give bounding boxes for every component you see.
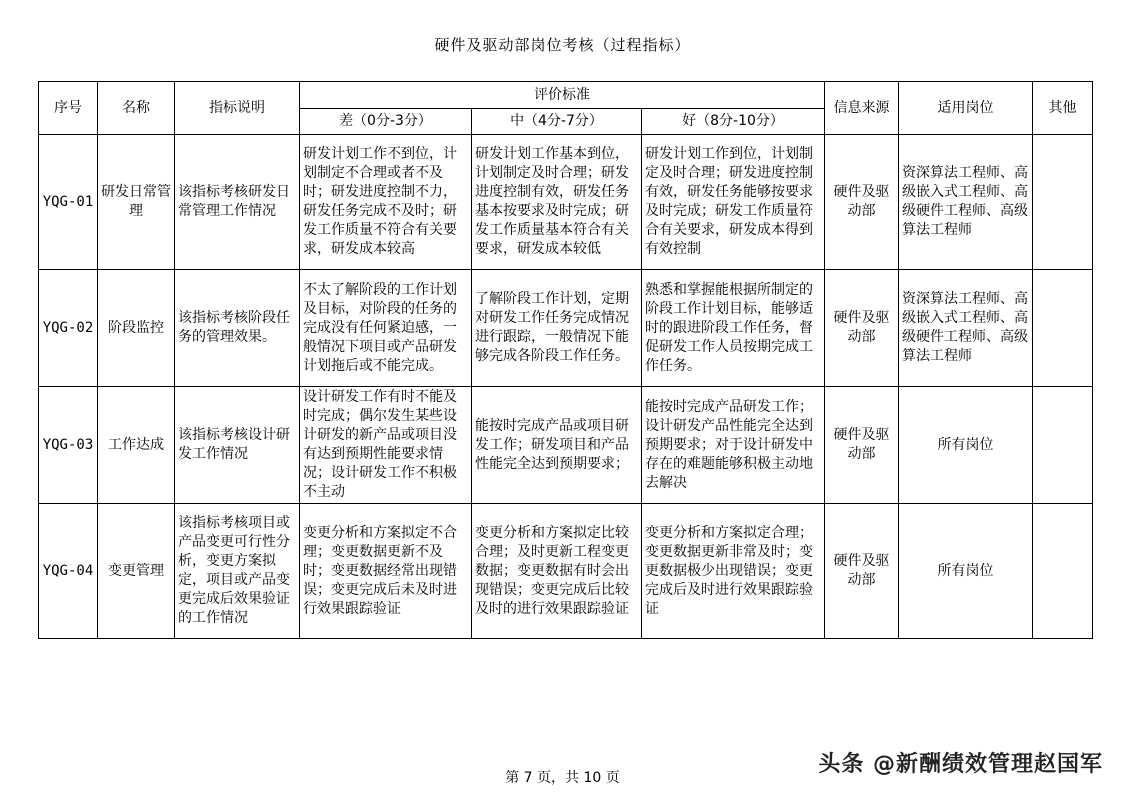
row-code: YQG-03 bbox=[39, 387, 98, 504]
table-row bbox=[39, 270, 1093, 387]
row-other bbox=[1033, 387, 1093, 504]
header-name: 名称 bbox=[98, 82, 175, 135]
row-source: 硬件及驱动部 bbox=[825, 387, 899, 504]
row-poor: 设计研发工作有时不能及时完成；偶尔发生某些设计研发的新产品或项目没有达到预期性能要求情况；设计研发工作不积极不主动 bbox=[300, 387, 472, 504]
header-good: 好（8分-10分） bbox=[642, 109, 825, 135]
row-name: 研发日常管理 bbox=[98, 135, 175, 270]
row-description: 该指标考核研发日常管理工作情况 bbox=[175, 135, 300, 270]
row-name: 变更管理 bbox=[98, 504, 175, 639]
header-criteria: 评价标准 bbox=[300, 82, 825, 109]
row-medium: 了解阶段工作计划，定期对研发工作任务完成情况进行跟踪，一般情况下能够完成各阶段工作任务。 bbox=[472, 270, 642, 387]
row-source: 硬件及驱动部 bbox=[825, 135, 899, 270]
row-other bbox=[1033, 270, 1093, 387]
row-good: 能按时完成产品研发工作；设计研发产品性能完全达到预期要求；对于设计研发中存在的难题能够积极主动地去解决 bbox=[642, 387, 825, 504]
row-positions: 所有岗位 bbox=[899, 387, 1033, 504]
row-code: YQG-04 bbox=[39, 504, 98, 639]
table-row bbox=[39, 387, 1093, 504]
row-description: 该指标考核设计研发工作情况 bbox=[175, 387, 300, 504]
table-row bbox=[39, 135, 1093, 270]
row-good: 变更分析和方案拟定合理；变更数据更新非常及时；变更数据极少出现错误；变更完成后及时进行效果跟踪验证 bbox=[642, 504, 825, 639]
header-other: 其他 bbox=[1033, 82, 1093, 135]
row-medium: 能按时完成产品或项目研发工作；研发项目和产品性能完全达到预期要求； bbox=[472, 387, 642, 504]
row-other bbox=[1033, 504, 1093, 639]
header-source: 信息来源 bbox=[825, 82, 899, 135]
row-source: 硬件及驱动部 bbox=[825, 504, 899, 639]
row-code: YQG-01 bbox=[39, 135, 98, 270]
table-row bbox=[39, 504, 1093, 639]
row-code: YQG-02 bbox=[39, 270, 98, 387]
row-positions: 所有岗位 bbox=[899, 504, 1033, 639]
row-name: 阶段监控 bbox=[98, 270, 175, 387]
row-description: 该指标考核项目或产品变更可行性分析，变更方案拟定，项目或产品变更完成后效果验证的工作情况 bbox=[175, 504, 300, 639]
row-good: 研发计划工作到位，计划制定及时合理；研发进度控制有效，研发任务能够按要求及时完成；研发工作质量符合有关要求，研发成本得到有效控制 bbox=[642, 135, 825, 270]
kpi-table bbox=[38, 81, 1093, 639]
row-positions: 资深算法工程师、高级嵌入式工程师、高级硬件工程师、高级算法工程师 bbox=[899, 135, 1033, 270]
document-title: 硬件及驱动部岗位考核（过程指标） bbox=[434, 36, 691, 54]
row-description: 该指标考核阶段任务的管理效果。 bbox=[175, 270, 300, 387]
row-positions: 资深算法工程师、高级嵌入式工程师、高级硬件工程师、高级算法工程师 bbox=[899, 270, 1033, 387]
page-number: 第 7 页，共 10 页 bbox=[505, 770, 620, 786]
header-positions: 适用岗位 bbox=[899, 82, 1033, 135]
header-medium: 中（4分-7分） bbox=[472, 109, 642, 135]
row-medium: 变更分析和方案拟定比较合理；及时更新工程变更数据；变更数据有时会出现错误；变更完成后比较及时的进行效果跟踪验证 bbox=[472, 504, 642, 639]
row-good: 熟悉和掌握能根据所制定的阶段工作计划目标，能够适时的跟进阶段工作任务，督促研发工作人员按期完成工作任务。 bbox=[642, 270, 825, 387]
row-name: 工作达成 bbox=[98, 387, 175, 504]
header-poor: 差（0分-3分） bbox=[300, 109, 472, 135]
header-description: 指标说明 bbox=[175, 82, 300, 135]
row-poor: 不太了解阶段的工作计划及目标，对阶段的任务的完成没有任何紧迫感，一般情况下项目或产品研发计划拖后或不能完成。 bbox=[300, 270, 472, 387]
row-other bbox=[1033, 135, 1093, 270]
header-index: 序号 bbox=[39, 82, 98, 135]
row-medium: 研发计划工作基本到位，计划制定及时合理；研发进度控制有效，研发任务基本按要求及时完成；研发工作质量基本符合有关要求，研发成本较低 bbox=[472, 135, 642, 270]
row-source: 硬件及驱动部 bbox=[825, 270, 899, 387]
row-poor: 研发计划工作不到位，计划制定不合理或者不及时；研发进度控制不力，研发任务完成不及时；研发工作质量不符合有关要求，研发成本较高 bbox=[300, 135, 472, 270]
watermark: 头条 @新酬绩效管理赵国军 bbox=[818, 752, 1103, 777]
row-poor: 变更分析和方案拟定不合理；变更数据更新不及时；变更数据经常出现错误；变更完成后未及时进行效果跟踪验证 bbox=[300, 504, 472, 639]
